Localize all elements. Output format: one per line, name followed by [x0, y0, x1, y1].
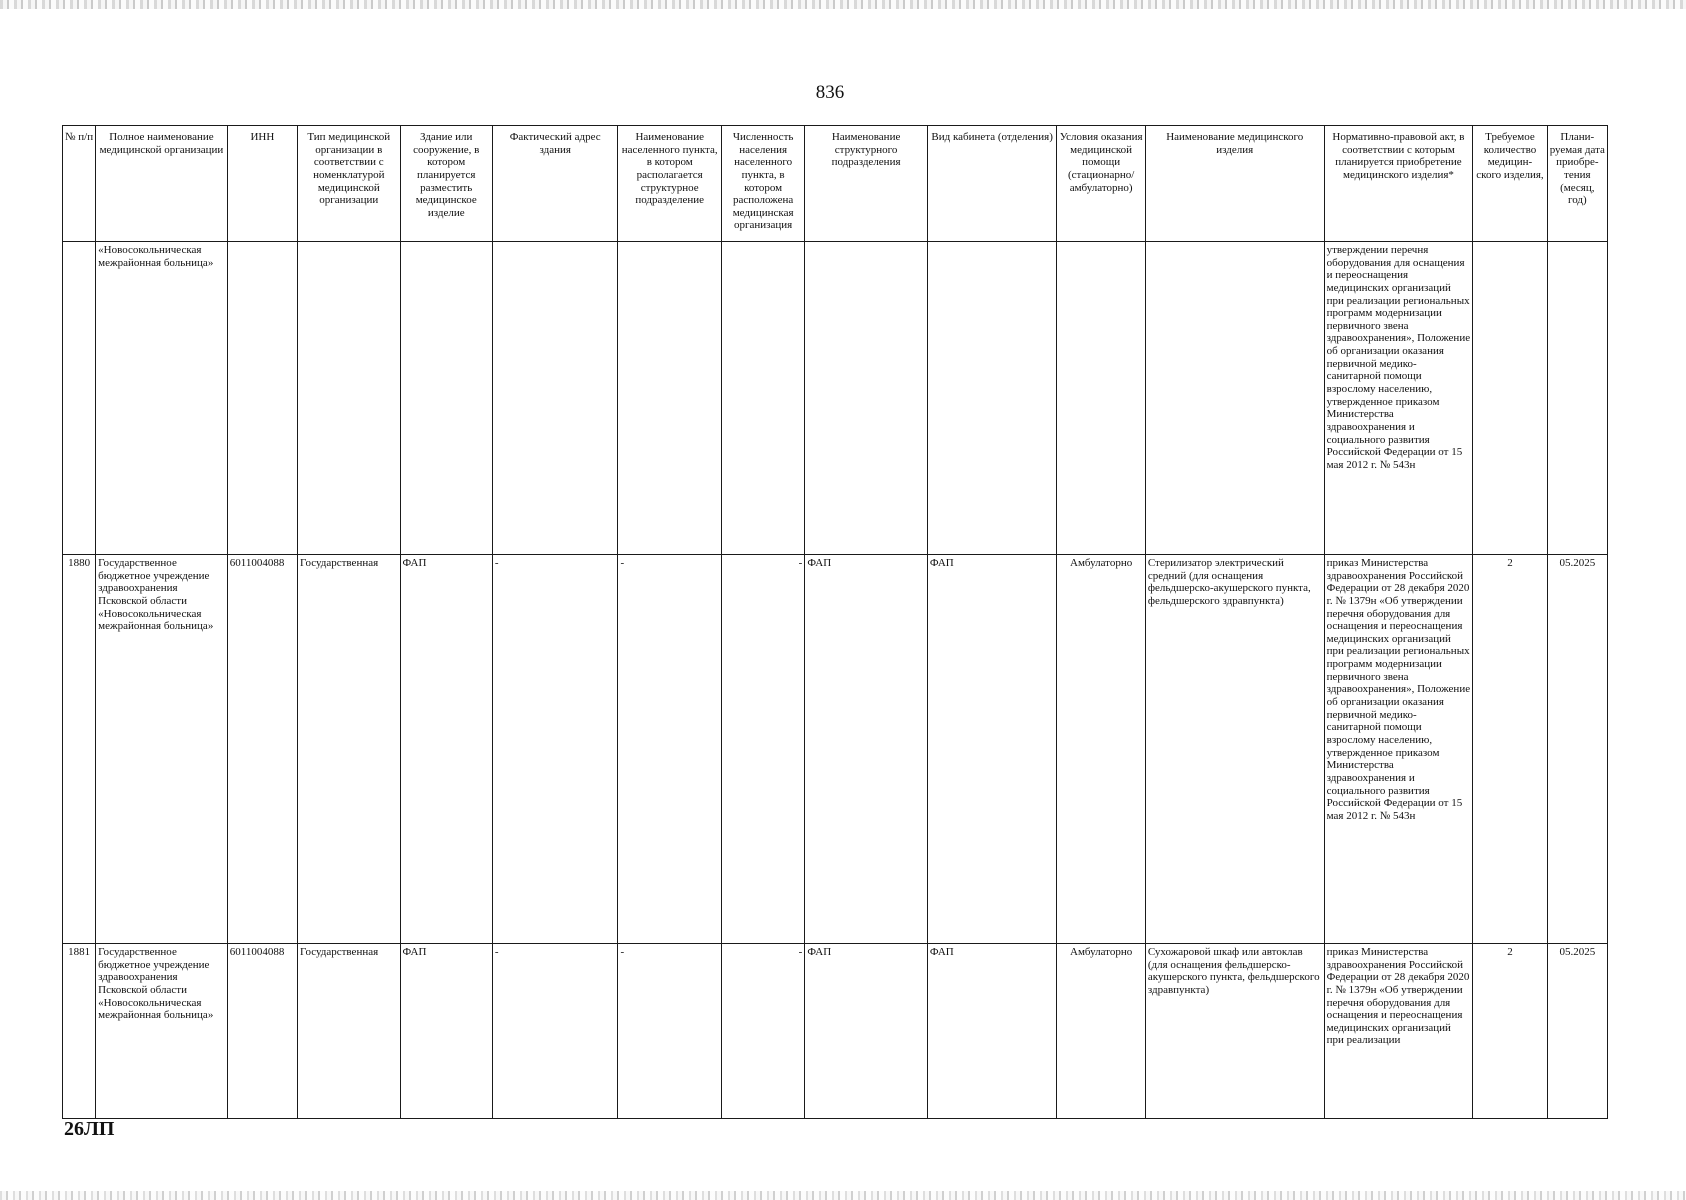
cell-population: - — [721, 555, 804, 944]
header-date: Плани-руемая дата приобре-тения (месяц, год) — [1547, 126, 1607, 242]
cell-building — [400, 242, 492, 555]
cell-subdivision — [805, 242, 928, 555]
cell-inn: 6011004088 — [227, 555, 297, 944]
cell-address: - — [492, 555, 618, 944]
scan-edge-top — [0, 0, 1686, 9]
header-cabinet: Вид кабинета (отделения) — [927, 126, 1057, 242]
cell-cabinet: ФАП — [927, 944, 1057, 1119]
cell-settlement: - — [618, 555, 721, 944]
header-legal-act: Нормативно-правовой акт, в соответствии с которым планируется приобретение медицинского изделия* — [1324, 126, 1473, 242]
cell-address — [492, 242, 618, 555]
cell-settlement: - — [618, 944, 721, 1119]
cell-device — [1145, 242, 1324, 555]
cell-org-name: «Новосокольническая межрайонная больница» — [96, 242, 228, 555]
cell-legal-act: утверждении перечня оборудования для оснащения и переоснащения медицинских организаций при реализации региональных программ модернизации первичного звена здравоохранения», Положение об организации оказания первичной медико-санитарной помощи взрослому населению, утвержденное приказом Министерства здравоохранения и социального развития Российской Федерации от 15 мая 2012 г. № 543н — [1324, 242, 1473, 555]
page-number: 836 — [815, 82, 845, 103]
header-population: Численность населения населенного пункта, в котором расположена медицинская организация — [721, 126, 804, 242]
cell-num: 1881 — [63, 944, 96, 1119]
header-building: Здание или сооружение, в котором планируется разместить медицинское изделие — [400, 126, 492, 242]
cell-settlement — [618, 242, 721, 555]
header-org-name: Полное наименование медицинской организации — [96, 126, 228, 242]
cell-conditions: Амбулаторно — [1057, 555, 1145, 944]
cell-subdivision: ФАП — [805, 555, 928, 944]
header-inn: ИНН — [227, 126, 297, 242]
cell-org-type: Государственная — [298, 555, 400, 944]
cell-building: ФАП — [400, 555, 492, 944]
cell-building: ФАП — [400, 944, 492, 1119]
cell-num — [63, 242, 96, 555]
header-settlement: Наименование населенного пункта, в котором располагается структурное подразделение — [618, 126, 721, 242]
cell-date: 05.2025 — [1547, 944, 1607, 1119]
cell-population — [721, 242, 804, 555]
cell-device: Стерилизатор электрический средний (для оснащения фельдшерско-акушерского пункта, фельдшерского здравпункта) — [1145, 555, 1324, 944]
header-device: Наименование медицинского изделия — [1145, 126, 1324, 242]
header-conditions: Условия оказания медицинской помощи (стационарно/ амбулаторно) — [1057, 126, 1145, 242]
cell-quantity — [1473, 242, 1547, 555]
header-num: № п/п — [63, 126, 96, 242]
table-header-row — [63, 126, 1608, 242]
header-org-type: Тип медицинской организации в соответствии с номенклатурой медицинской организации — [298, 126, 400, 242]
page-code: 26ЛП — [64, 1118, 115, 1140]
cell-inn: 6011004088 — [227, 944, 297, 1119]
cell-quantity: 2 — [1473, 555, 1547, 944]
cell-legal-act: приказ Министерства здравоохранения Российской Федерации от 28 декабря 2020 г. № 1379н «Об утверждении перечня оборудования для оснащения и переоснащения медицинских организаций при реализации — [1324, 944, 1473, 1119]
cell-subdivision: ФАП — [805, 944, 928, 1119]
header-subdivision: Наименование структурного подразделения — [805, 126, 928, 242]
table-row — [63, 944, 1608, 1119]
cell-cabinet — [927, 242, 1057, 555]
header-quantity: Требуемое количество медицин-ского изделия, — [1473, 126, 1547, 242]
cell-legal-act: приказ Министерства здравоохранения Российской Федерации от 28 декабря 2020 г. № 1379н «Об утверждении перечня оборудования для оснащения и переоснащения медицинских организаций при реализации региональных программ модернизации первичного звена здравоохранения», Положение об организации оказания первичной медико-санитарной помощи взрослому населению, утвержденное приказом Министерства здравоохранения и социального развития Российской Федерации от 15 мая 2012 г. № 543н — [1324, 555, 1473, 944]
cell-cabinet: ФАП — [927, 555, 1057, 944]
medical-equipment-table — [62, 125, 1608, 1119]
cell-population: - — [721, 944, 804, 1119]
cell-conditions: Амбулаторно — [1057, 944, 1145, 1119]
header-address: Фактический адрес здания — [492, 126, 618, 242]
scan-edge-bottom — [0, 1191, 1686, 1200]
cell-org-type — [298, 242, 400, 555]
cell-org-name: Государственное бюджетное учреждение здравоохранения Псковской области «Новосокольническая межрайонная больница» — [96, 555, 228, 944]
cell-inn — [227, 242, 297, 555]
cell-address: - — [492, 944, 618, 1119]
cell-org-name: Государственное бюджетное учреждение здравоохранения Псковской области «Новосокольническая межрайонная больница» — [96, 944, 228, 1119]
cell-device: Сухожаровой шкаф или автоклав (для оснащения фельдшерско-акушерского пункта, фельдшерского здравпункта) — [1145, 944, 1324, 1119]
cell-num: 1880 — [63, 555, 96, 944]
table-row-continuation — [63, 242, 1608, 555]
table-row — [63, 555, 1608, 944]
cell-quantity: 2 — [1473, 944, 1547, 1119]
cell-org-type: Государственная — [298, 944, 400, 1119]
cell-date: 05.2025 — [1547, 555, 1607, 944]
cell-date — [1547, 242, 1607, 555]
cell-conditions — [1057, 242, 1145, 555]
